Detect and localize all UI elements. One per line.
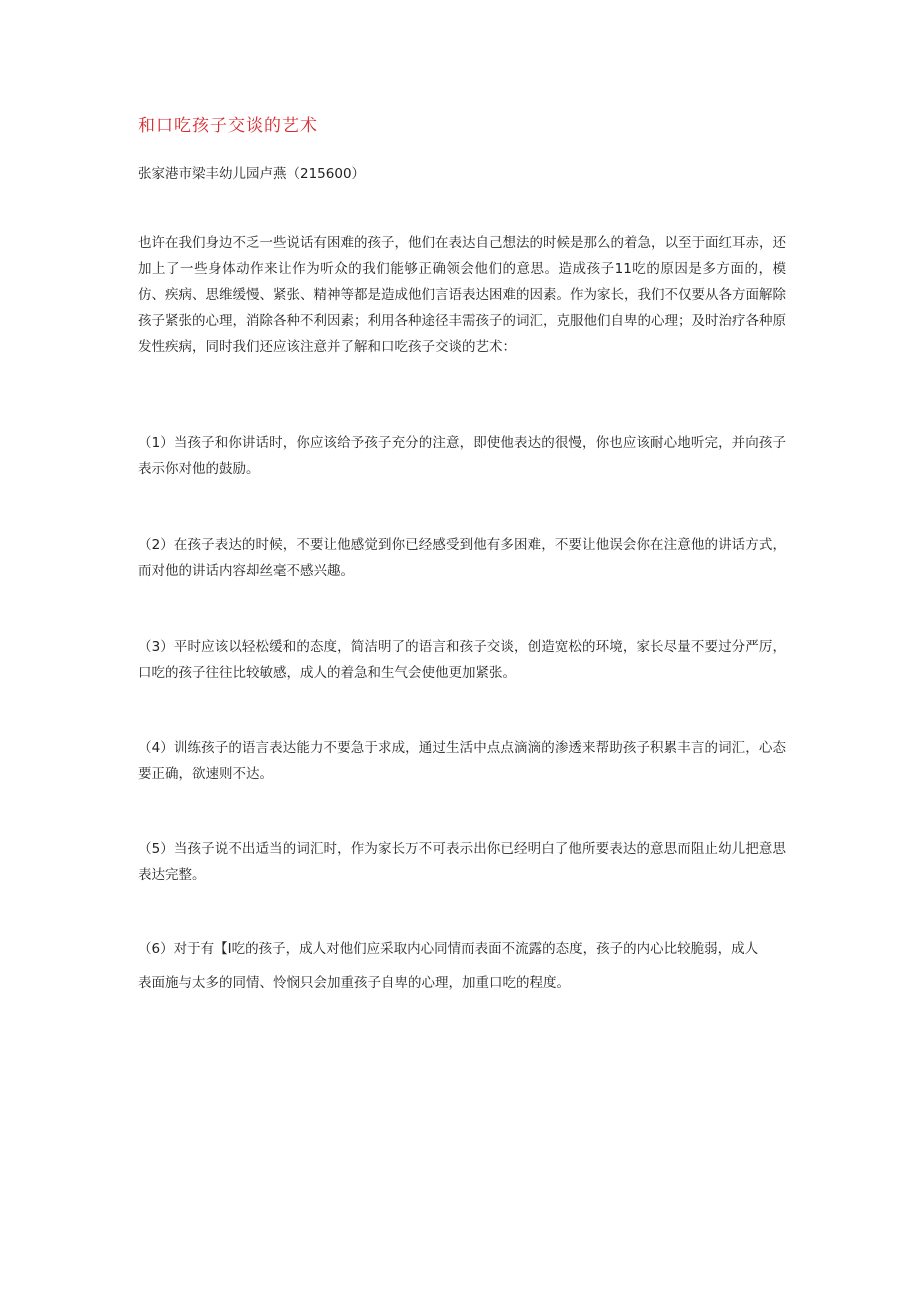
point-6-line-2: 表面施与太多的同情、怜悯只会加重孩子自卑的心理，加重口吃的程度。 xyxy=(138,975,570,991)
point-5-paragraph: （5）当孩子说不出适当的词汇时，作为家长万不可表示出你已经明白了他所要表达的意思而阻止幼儿把意思表达完整。 xyxy=(138,841,786,883)
point-6-line-1: （6）对于有【I吃的孩子，成人对他们应采取内心同情而表面不流露的态度，孩子的内心比较脆弱，成人 xyxy=(138,941,759,957)
point-2-paragraph: （2）在孩子表达的时候，不要让他感觉到你已经感受到他有多困难，不要让他误会你在注意他的讲话方式，而对他的讲话内容却丝毫不感兴趣。 xyxy=(138,537,786,579)
author-line: 张家港市梁丰幼儿园卢燕（215600） xyxy=(138,166,366,182)
point-3-paragraph: （3）平时应该以轻松缓和的态度，简洁明了的语言和孩子交谈，创造宽松的环境，家长尽量不要过分严厉，口吃的孩子往往比较敏感，成人的着急和生气会使他更加紧张。 xyxy=(138,639,786,681)
point-1-paragraph: （1）当孩子和你讲话时，你应该给予孩子充分的注意，即使他表达的很慢，你也应该耐心地听完，并向孩子表示你对他的鼓励。 xyxy=(138,435,786,477)
point-4-paragraph: （4）训练孩子的语言表达能力不要急于求成，通过生活中点点滴滴的渗透来帮助孩子积累丰言的词汇，心态要正确，欲速则不达。 xyxy=(138,740,786,782)
intro-paragraph: 也许在我们身边不乏一些说话有困难的孩子，他们在表达自己想法的时候是那么的着急，以至于面红耳赤，还加上了一些身体动作来让作为听众的我们能够正确领会他们的意思。造成孩子11吃的原因是多方面的，模仿、疾病、思维缓慢、紧张、精神等都是造成他们言语表达困难的因素。作为家长，我们不仅要从各方面解除孩子紧张的心理，消除各种不利因素；利用各种途径丰需孩子的词汇，克服他们自卑的心理；及时治疗各种原发性疾病，同时我们还应该注意并了解和口吃孩子交谈的艺术： xyxy=(138,235,786,355)
article-title: 和口吃孩子交谈的艺术 xyxy=(138,116,318,136)
